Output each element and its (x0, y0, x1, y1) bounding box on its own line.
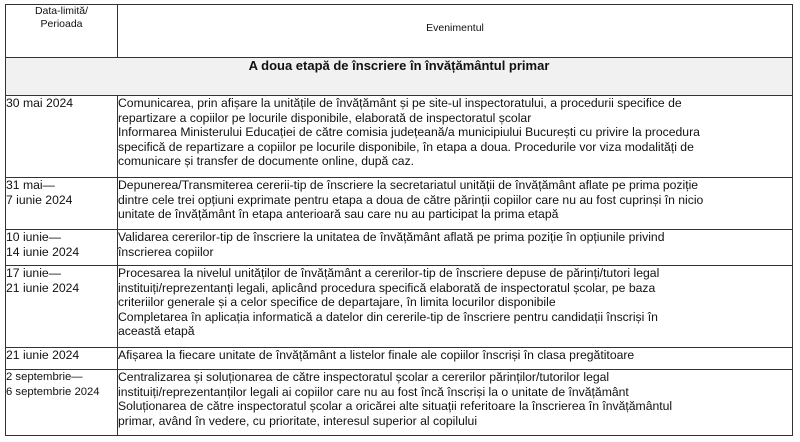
event-line: Validarea cererilor-tip de înscriere la unitatea de învățământ aflată pe prima poziție în opțiunile privind (118, 230, 665, 244)
schedule-table (5, 4, 793, 436)
event-line: criteriilor generale și a celor specifice de departajare, în limita locurilor disponibile (118, 295, 556, 310)
event-line: unitate de învățământ în etapa anterioară sau care nu au participat la prima etapă (118, 207, 559, 222)
table-row (6, 348, 793, 370)
event-cell (118, 370, 793, 436)
date-line: 17 iunie— (6, 266, 61, 280)
event-line: Afișarea la fiecare unitate de învățământ a listelor finale ale copiilor înscriși în clasa pregătitoare (118, 348, 635, 362)
event-column-header (118, 5, 793, 58)
event-cell (118, 96, 793, 178)
date-cell (6, 348, 118, 370)
date-cell (6, 266, 118, 348)
event-line: instituiți/reprezentanți legali, aplicând procedura specifică elaborată de inspectoratul școlar, pe baza (118, 280, 656, 295)
date-line: 7 iunie 2024 (6, 192, 73, 207)
event-line: Depunerea/Transmiterea cererii-tip de înscriere la secretariatul unității de învățământ aflate pe prima poziție (118, 178, 699, 192)
event-line: repartizare a copiilor pe locurile disponibile, elaborată de inspectoratul școlar (118, 110, 532, 125)
date-line: 14 iunie 2024 (6, 244, 80, 259)
event-cell (118, 348, 793, 370)
event-line: această etapă (118, 324, 195, 339)
section-title: A doua etapă de înscriere în învățământul primar (6, 58, 793, 96)
event-line: dintre cele trei opțiuni exprimate pentru etapa a doua de către părinții copiilor care nu au fost cuprinși în nicio (118, 192, 704, 207)
event-line: instituiți/reprezentanților legali ai copiilor care nu au fost încă înscriși la o unitate de învățământ (118, 384, 629, 399)
date-line: 2 septembrie— (6, 371, 83, 383)
date-header-line: Perioada (40, 18, 83, 30)
event-cell (118, 178, 793, 230)
table-header-row (6, 5, 793, 58)
event-line: Comunicarea, prin afișare la unitățile de învățământ și pe site-ul inspectoratului, a procedurii specifice de (118, 96, 682, 110)
event-line: Procesarea la nivelul unităților de învățământ a cererilor-tip de înscriere depuse de părinți/tutori legal (118, 266, 660, 280)
event-line: înscrierea copiilor (118, 244, 214, 259)
date-cell (6, 230, 118, 266)
date-cell (6, 96, 118, 178)
date-line: 21 iunie 2024 (6, 280, 80, 295)
date-line: 31 mai— (6, 178, 55, 192)
table-row (6, 96, 793, 178)
event-line: comunicare și transfer de documente online, după caz. (118, 154, 415, 169)
event-cell (118, 230, 793, 266)
date-cell (6, 178, 118, 230)
table-row (6, 178, 793, 230)
table-row (6, 370, 793, 436)
table-row (6, 230, 793, 266)
event-header-label: Evenimentul (426, 21, 484, 34)
event-line: Centralizarea și soluționarea de către inspectoratul școlar a cererilor părinților/tutorilor legal (118, 370, 610, 384)
event-line: primar, având în vedere, cu prioritate, interesul superior al copilului (118, 413, 478, 428)
event-cell (118, 266, 793, 348)
date-line: 6 septembrie 2024 (6, 385, 100, 398)
section-row (6, 58, 793, 96)
event-line: specifică de repartizare a copiilor pe locurile disponibile, în etapa a doua. Procedurile vor viza modalități de (118, 139, 694, 154)
date-header-line: Data-limită/ (34, 5, 89, 17)
table-row (6, 266, 793, 348)
event-line: Completarea în aplicația informatică a datelor din cererile-tip de înscriere pentru candidații înscriși în (118, 309, 658, 324)
event-line: Soluționarea de către inspectoratul școlar a oricărei alte situații referitoare la înscrierea în învățământul (118, 399, 673, 414)
date-line: 30 mai 2024 (6, 96, 74, 110)
date-cell (6, 370, 118, 436)
date-line: 21 iunie 2024 (6, 348, 80, 362)
date-line: 10 iunie— (6, 230, 61, 244)
date-column-header (6, 5, 118, 58)
event-line: Informarea Ministerului Educației de către comisia județeană/a municipiului București cu privire la procedura (118, 125, 700, 140)
